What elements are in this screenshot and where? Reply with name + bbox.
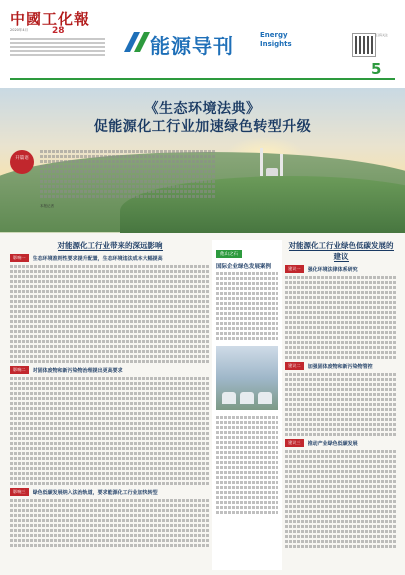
right-section-2-body xyxy=(285,373,397,436)
left-article xyxy=(10,240,210,570)
right-section-2 xyxy=(285,362,397,370)
storage-tanks-photo xyxy=(216,346,278,410)
section-title: 强化环境法律体系研究 xyxy=(307,266,358,273)
left-section-3 xyxy=(10,488,210,496)
newspaper-logo: 中國工化報 xyxy=(10,10,91,28)
column-title-en xyxy=(260,31,292,49)
right-article-heading xyxy=(285,240,397,262)
column-title: 能源导刊 xyxy=(150,34,234,58)
page-number: 5 xyxy=(371,60,382,78)
section-title: 生态环境准则性要求提升配置，生态环境违法成本大幅提高 xyxy=(32,255,163,262)
right-section-1 xyxy=(285,265,397,273)
right-section-1-body xyxy=(285,276,397,359)
lead-badge: 开篇语 xyxy=(10,150,34,174)
section-title: 加强固体废物和新污染物管控 xyxy=(307,363,373,370)
section-tag: 建议二 xyxy=(285,362,304,370)
issue-date-small: 2020年4月 xyxy=(10,28,29,32)
section-tag: 建议三 xyxy=(285,439,304,447)
left-section-2 xyxy=(10,366,210,374)
column-title-en-line2: Insights xyxy=(260,40,292,48)
left-article-heading-text: 对能源化工行业带来的深远影响 xyxy=(57,241,163,250)
sidebar-tag: 他山之石 xyxy=(216,250,242,258)
lead-paragraph xyxy=(40,148,215,202)
column-title-en-line1: Energy xyxy=(260,31,288,39)
qr-code-icon xyxy=(352,33,376,57)
masthead xyxy=(0,0,405,88)
right-section-3 xyxy=(285,439,397,447)
issue-day: 28 xyxy=(52,26,65,36)
left-section-1 xyxy=(10,254,210,262)
headline-line2: 促能源化工行业加速绿色转型升级 xyxy=(93,119,312,135)
qr-caption: 扫码关注 xyxy=(376,33,389,37)
section-tag: 建议一 xyxy=(285,265,304,273)
section-tag: 影响一 xyxy=(10,254,29,262)
right-article xyxy=(285,240,397,570)
section-title: 推动产业绿色低碳发展 xyxy=(307,440,358,447)
lead-byline: 本报记者 xyxy=(40,204,54,208)
left-article-heading xyxy=(10,240,210,251)
left-section-1-body xyxy=(10,265,210,363)
section-tag: 影响三 xyxy=(10,488,29,496)
section-tag: 影响二 xyxy=(10,366,29,374)
headline-line1: 《生态环境法典》 xyxy=(144,101,261,117)
sidebar-case-studies xyxy=(212,240,282,570)
right-article-heading-text: 对能源化工行业绿色低碳发展的建议 xyxy=(288,241,394,261)
sidebar-title: 国际企业绿色发展案例 xyxy=(216,264,272,270)
industrial-plant-illustration xyxy=(258,144,288,176)
masthead-rule xyxy=(10,78,395,80)
energy-insights-logo-icon xyxy=(122,30,152,54)
section-title: 对固体废物和新污染物治理提出更高要求 xyxy=(32,367,123,374)
right-section-3-body xyxy=(285,450,397,548)
left-section-2-body xyxy=(10,377,210,485)
left-section-3-body xyxy=(10,499,210,547)
masthead-meta-lines xyxy=(10,36,105,58)
hero-banner xyxy=(0,88,405,233)
sidebar-body-1 xyxy=(216,272,278,340)
sidebar-body-2 xyxy=(216,416,278,514)
section-title: 绿色低碳发展纳入法治轨道，要求能源化工行业加快转型 xyxy=(32,489,158,496)
